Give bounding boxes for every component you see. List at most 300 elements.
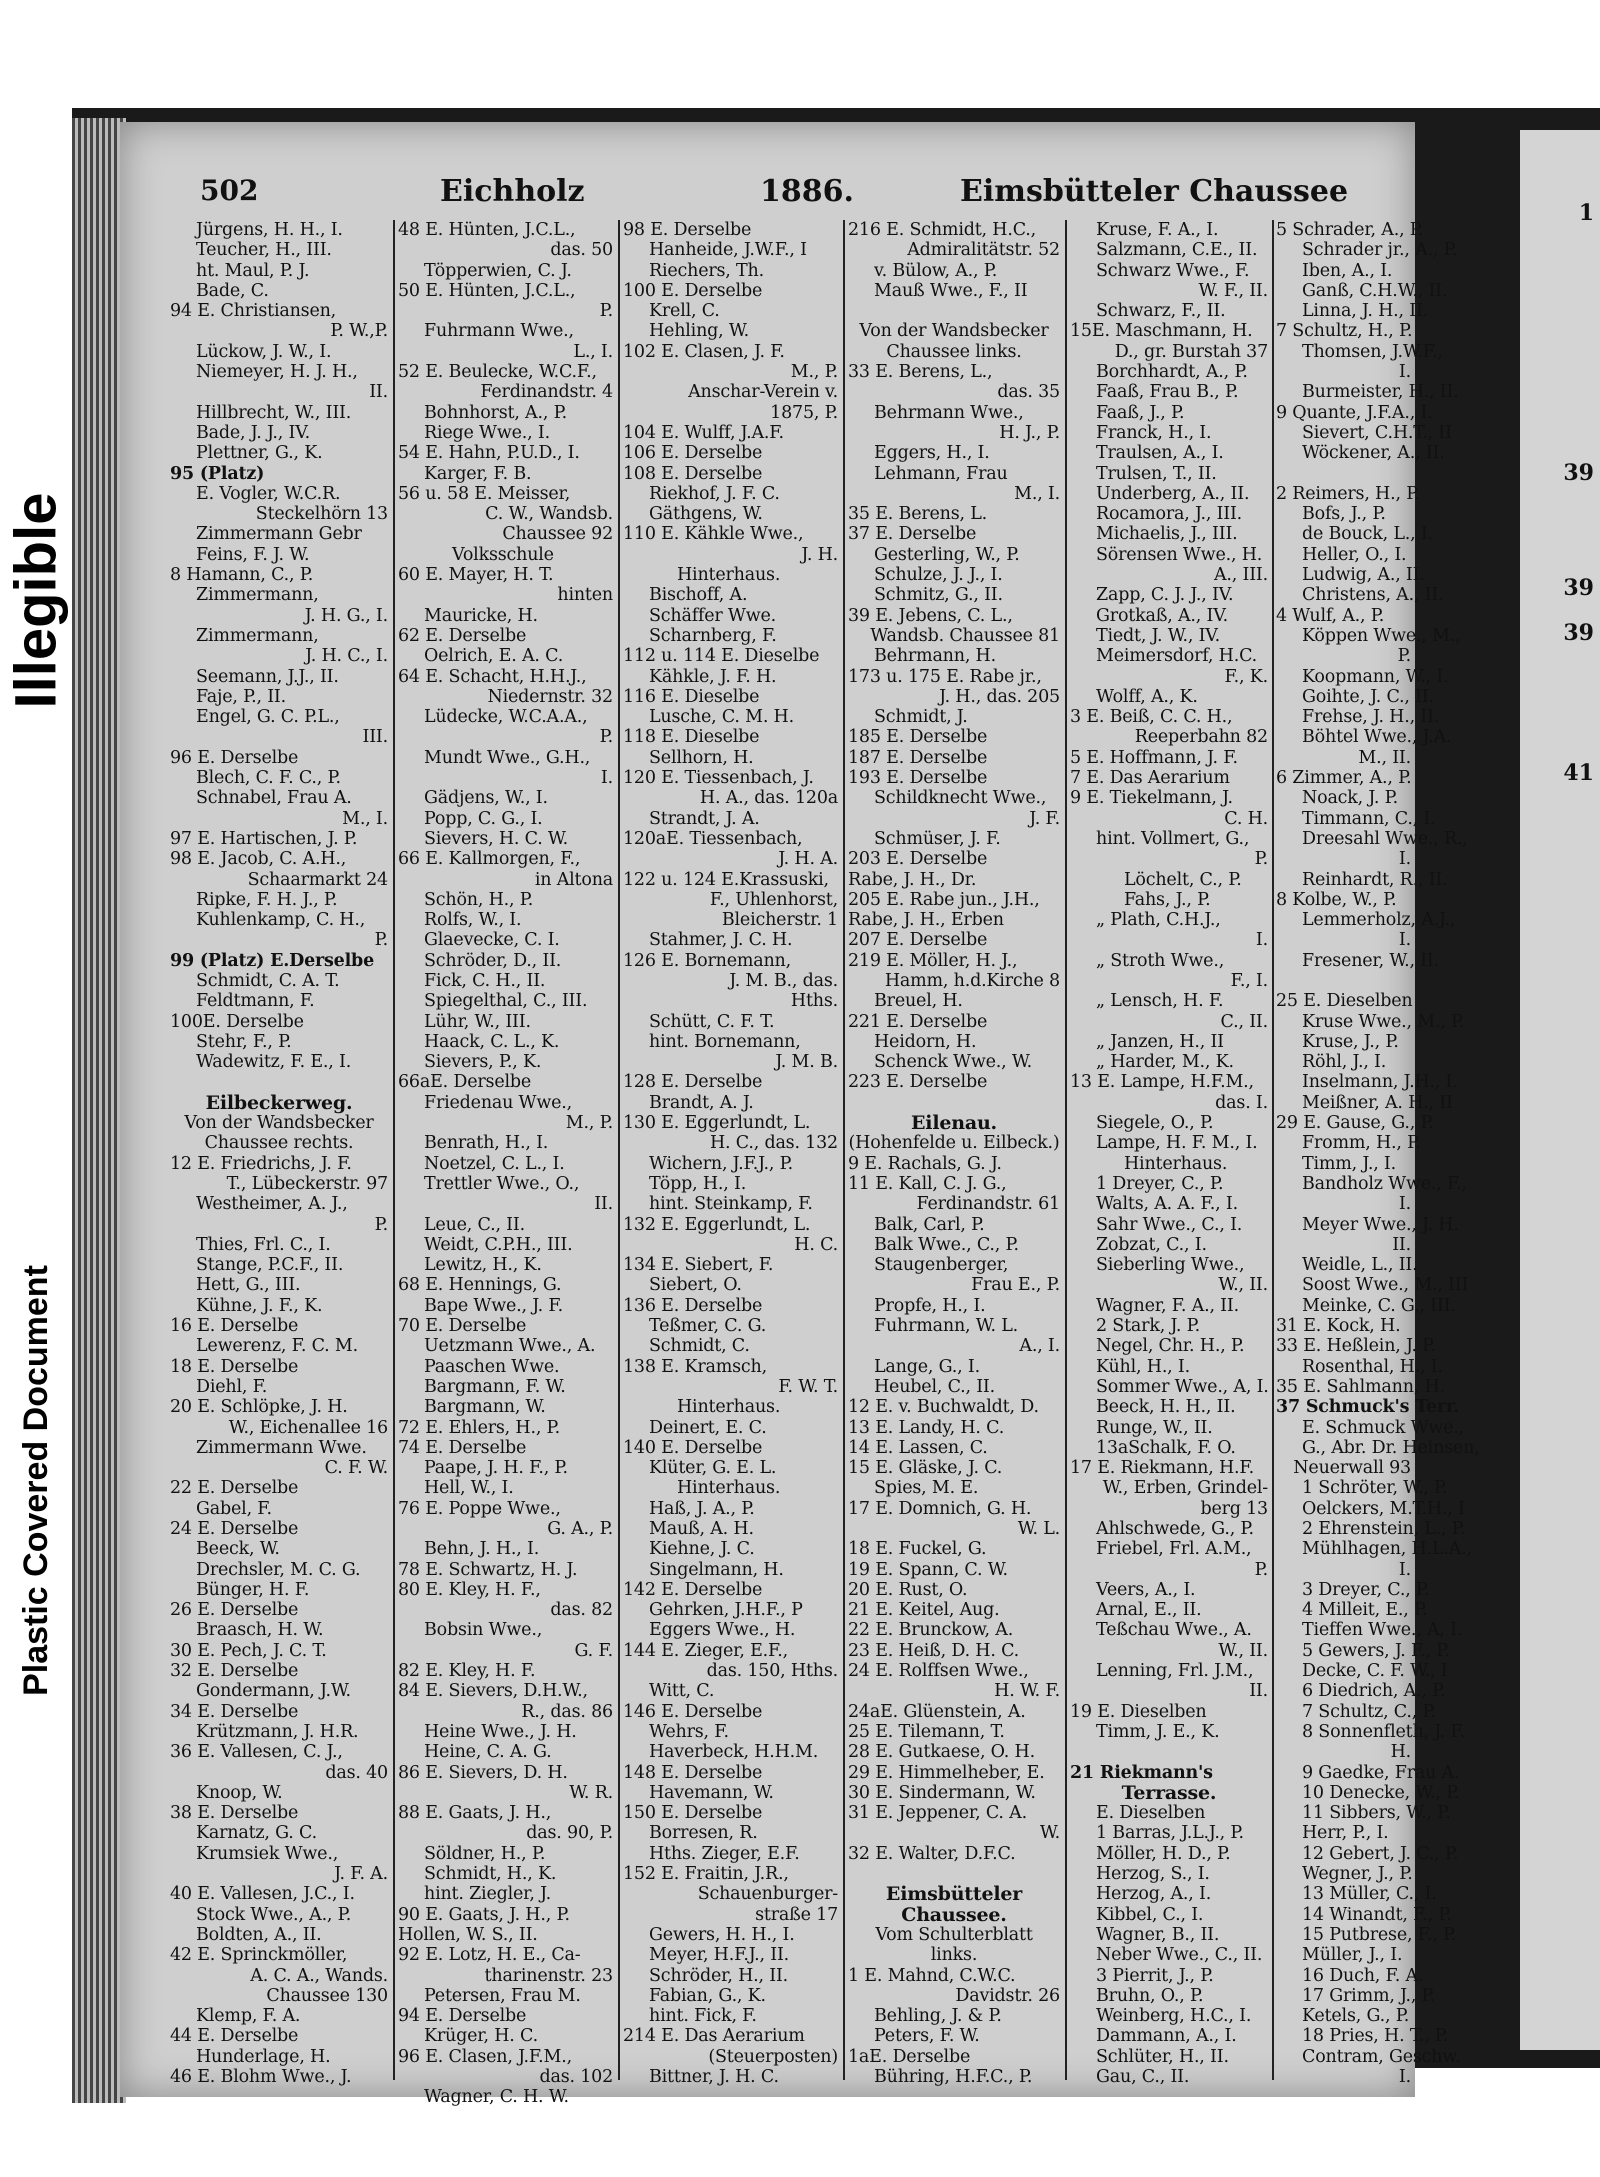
directory-entry-line: W., II. [1218,1275,1268,1296]
street-heading-right: Eimsbütteler Chaussee [960,174,1349,209]
directory-entry-line: J. F. [1029,808,1060,829]
directory-entry-line: Fuhrmann Wwe., [424,321,574,342]
facing-page-number: 1 [1578,200,1594,226]
directory-entry-line: Sievers, H. C. W. [424,828,569,849]
directory-entry-line: Kiehne, J. C. [649,1539,755,1560]
directory-entry-line: Zobzat, C., I. [1096,1234,1207,1255]
directory-entry-line: Krützmann, J. H.R. [196,1721,359,1742]
directory-entry-line: Linna, J. H., II. [1302,301,1429,322]
directory-entry-line: G., Abr. Dr. Heinsen, [1302,1437,1480,1458]
directory-entry-line: 86 E. Sievers, D. H. [398,1762,568,1783]
directory-entry-line: Stehr, F., P. [196,1031,292,1052]
directory-entry-line: J. H. C., I. [305,646,388,667]
directory-entry-line: 80 E. Kley, H. F., [398,1579,541,1600]
directory-entry-line: P. [374,930,388,951]
directory-entry-line: Schön, H., P. [424,889,534,910]
directory-entry-line: 122 u. 124 E.Krassuski, [623,869,829,890]
directory-entry-line: Borresen, R. [649,1823,758,1844]
directory-entry-line: 126 E. Bornemann, [623,950,791,971]
directory-entry-line: P. [599,301,613,322]
directory-entry-line: Traulsen, A., I. [1096,443,1224,464]
directory-entry-line: Gäthgens, W. [649,504,763,525]
directory-entry-line: 22 E. Derselbe [170,1478,299,1499]
directory-entry-line: Zapp, C. J. J., IV. [1096,585,1234,606]
directory-entry-line: W. R. [569,1782,613,1803]
directory-entry-line: „ Stroth Wwe., [1096,950,1225,971]
directory-entry-line: 14 Winandt, F., P. [1302,1904,1452,1925]
directory-entry-line: Kuhlenkamp, C. H., [196,910,366,931]
directory-entry-line: 94 E. Christiansen, [170,301,337,322]
directory-entry-line: Fick, C. H., II. [424,970,546,991]
directory-entry-line: 2 Reimers, H., P. [1276,483,1420,504]
directory-entry-line: H. A., das. 120a [699,788,838,809]
directory-entry-line: Heine, C. A. G. [424,1742,552,1763]
directory-entry-line: Klüter, G. E. L. [649,1458,777,1479]
directory-entry-line: 7 E. Das Aerarium [1070,768,1230,789]
directory-entry-line: 37 E. Derselbe [848,524,977,545]
directory-entry-line: H. C., das. 132 [710,1133,838,1154]
directory-entry-line: 134 E. Siebert, F. [623,1255,774,1276]
directory-entry-line: 8 Sonnenfleth, J. F. [1302,1721,1466,1742]
directory-entry-line: 30 E. Pech, J. C. T. [170,1640,327,1661]
directory-entry-line: 40 E. Vallesen, J.C., I. [170,1884,355,1905]
directory-entry-line: I. [1398,930,1411,951]
directory-entry-line: Balk Wwe., C., P. [874,1234,1019,1255]
directory-entry-line: 3 Dreyer, C., P. [1302,1579,1430,1600]
directory-entry-line: Davidstr. 26 [955,1985,1060,2006]
directory-entry-line: 221 E. Derselbe [848,1011,988,1032]
directory-entry-line: Lemmerholz, A.J., [1302,910,1456,931]
directory-entry-line: Schwarz Wwe., F. [1096,260,1250,281]
directory-entry-line: Heller, O., I. [1302,544,1407,565]
directory-entry-line: Scharnberg, F. [649,625,777,646]
directory-entry-line: Hehling, W. [649,321,749,342]
directory-entry-line: II. [594,1194,613,1215]
directory-entry-line: 35 E. Berens, L. [848,504,988,525]
directory-entry-line: Diehl, F. [196,1376,268,1397]
directory-entry-line: I. [1398,2067,1411,2088]
directory-entry-line: Schenck Wwe., W. [874,1052,1032,1073]
directory-entry-line: „ Plath, C.H.J., [1096,910,1221,931]
year-heading: 1886. [760,174,854,209]
directory-entry-line: 185 E. Derselbe [848,727,988,748]
directory-entry-line: das. 50 [550,240,613,261]
section-heading: Eimsbütteler [885,1883,1023,1906]
directory-entry-line: Borchhardt, A., P. [1096,362,1248,383]
directory-entry-line: Friebel, Frl. A.M., [1096,1539,1252,1560]
directory-entry-line: 120aE. Tiessenbach, [623,828,803,849]
directory-entry-line: Bape Wwe., J. F. [424,1295,563,1316]
directory-entry-line: Meimersdorf, H.C. [1096,646,1258,667]
directory-entry-line: Zimmermann, [196,585,319,606]
directory-page [120,122,1480,2108]
directory-entry-line: Leue, C., II. [424,1214,525,1235]
directory-entry-line: 128 E. Derselbe [623,1072,763,1093]
directory-entry-line: 29 E. Himmelheber, E. [848,1762,1045,1783]
directory-entry-line: Behrmann Wwe., [874,402,1024,423]
directory-entry-line: 33 E. Berens, L., [848,362,993,383]
directory-entry-line: Fromm, H., P. [1302,1133,1421,1154]
directory-entry-line: 68 E. Hennings, G. [398,1275,562,1296]
directory-entry-line: das. 82 [550,1600,613,1621]
facing-page-number: 39 [1563,620,1594,646]
directory-entry-line: Siebert, O. [649,1275,742,1296]
directory-entry-line: Kühne, J. F., K. [196,1295,323,1316]
column-divider [1272,220,1274,2080]
directory-entry-line: D., gr. Burstah 37 [1114,341,1268,362]
directory-entry-line: 60 E. Mayer, H. T. [398,565,554,586]
directory-entry-line: 207 E. Derselbe [848,930,988,951]
directory-entry-line: Eggers Wwe., H. [649,1620,796,1641]
directory-entry-line: Propfe, H., I. [874,1295,986,1316]
page-edge [72,118,126,2103]
directory-entry-line: Blech, C. F. C., P. [196,768,341,789]
directory-entry-line: Lückow, J. W., I. [196,341,332,362]
directory-entry-line: Wöckener, A., II. [1302,443,1445,464]
directory-entry-line: A., I. [1019,1336,1060,1357]
directory-entry-line: III. [362,727,388,748]
directory-entry-line: Oelckers, M.T.H., I [1302,1498,1465,1519]
directory-entry-line: Schaarmarkt 24 [247,869,388,890]
directory-entry-line: II. [1249,1681,1268,1702]
directory-entry-line: P. [374,1214,388,1235]
directory-entry-line: Rosenthal, H., I. [1302,1356,1443,1377]
directory-entry-line: A., III. [1213,565,1268,586]
directory-entry-line: Benrath, H., I. [424,1133,549,1154]
directory-entry-line: Lühr, W., III. [424,1011,531,1032]
directory-entry-line: 12 Gebert, J. C., P. [1302,1843,1459,1864]
directory-entry-line: 6 Zimmer, A., P. [1276,768,1412,789]
directory-entry-line: Chaussee links. [886,341,1022,362]
directory-entry-line: M., II. [1358,747,1411,768]
directory-entry-line: J. F. A. [334,1864,388,1885]
directory-entry-line: Mauß Wwe., F., II [874,280,1028,301]
directory-entry-line: 173 u. 175 E. Rabe jr., [848,666,1042,687]
directory-entry-line: Müller, J., I. [1302,1945,1403,1966]
directory-entry-line: Lenning, Frl. J.M., [1096,1661,1254,1682]
directory-entry-line: Runge, W., II. [1096,1417,1213,1438]
directory-entry-line: Karnatz, G. C. [196,1823,317,1844]
directory-entry-line: Spies, M. E. [874,1478,979,1499]
directory-entry-line: F., I. [1230,970,1268,991]
directory-entry-line: 56 u. 58 E. Meisser, [398,483,571,504]
directory-entry-line: 18 E. Fuckel, G. [848,1539,987,1560]
directory-entry-line: 108 E. Derselbe [623,463,763,484]
directory-entry-line: P. [1254,849,1268,870]
directory-entry-line: C. W., Wandsb. [485,504,613,525]
directory-entry-line: hint. Steinkamp, F. [649,1194,813,1215]
directory-entry-line: 1 Schröter, W., P. [1302,1478,1448,1499]
directory-entry-line: hint. Bornemann, [649,1031,801,1052]
directory-entry-line: Fuhrmann, W. L. [874,1316,1018,1337]
directory-entry-line: 92 E. Lotz, H. E., Ca- [398,1945,581,1966]
directory-column [1070,220,1269,2088]
directory-entry-line: 144 E. Zieger, E.F., [623,1640,788,1661]
directory-entry-line: H. W. F. [994,1681,1060,1702]
directory-entry-line: Underberg, A., II. [1096,483,1250,504]
directory-entry-line: 48 E. Hünten, J.C.L., [398,220,576,240]
directory-entry-line: 21 E. Keitel, Aug. [848,1600,1000,1621]
directory-entry-line: Decke, C. F. W., I [1302,1661,1448,1682]
directory-entry-line: Niedernstr. 32 [487,686,613,707]
directory-entry-line: 62 E. Derselbe [398,625,527,646]
directory-entry-line: Böhtel Wwe., J.A. [1302,727,1452,748]
directory-entry-line: Schlüter, H., II. [1096,2046,1229,2067]
directory-entry-line: 1 Barras, J.L.J., P. [1096,1823,1244,1844]
directory-entry-line: hint. Ziegler, J. [424,1884,551,1905]
directory-entry-line: Frau E., P. [971,1275,1060,1296]
directory-entry-line: 5 Gewers, J. F., P. [1302,1640,1450,1661]
directory-entry-line: Bade, J. J., IV. [196,422,310,443]
directory-entry-line: 16 Duch, F. A. [1302,1965,1424,1986]
directory-entry-line: Steckelhörn 13 [255,504,388,525]
directory-entry-line: 13 E. Landy, H. C. [848,1417,1005,1438]
directory-entry-line: Meinke, C. G., III. [1302,1295,1456,1316]
directory-entry-line: 146 E. Derselbe [623,1701,763,1722]
directory-entry-line: Veers, A., I. [1096,1579,1196,1600]
side-strip [0,0,72,2177]
directory-entry-line: Schnabel, Frau A. [196,788,352,809]
directory-entry-line: Noack, J. P. [1302,788,1398,809]
directory-entry-line: 4 Milleit, E., P. [1302,1600,1428,1621]
directory-entry-line: 203 E. Derselbe [848,849,988,870]
directory-entry-line: Knoop, W. [196,1782,283,1803]
directory-entry-line: 66 E. Kallmorgen, F., [398,849,581,870]
directory-entry-line: 29 E. Gause, G., P. [1276,1113,1434,1134]
directory-entry-line: Schrader jr., A., P. [1302,240,1458,261]
directory-entry-line: Gabel, F. [196,1498,272,1519]
directory-entry-line: 15E. Maschmann, H. [1070,321,1253,342]
directory-entry-line: Bittner, J. H. C. [649,2067,779,2088]
directory-entry-line: Töpperwien, C. J. [424,260,572,281]
directory-entry-line: 7 Schultz, C., P. [1302,1701,1436,1722]
directory-entry-line: Rabe, J. H., Erben [848,910,1004,931]
directory-entry-line: 19 E. Spann, C. W. [848,1559,1008,1580]
directory-entry-line: Krüger, H. C. [424,2026,538,2047]
directory-entry-line: Sievert, C.H.T., II [1302,422,1452,443]
directory-entry-line: Rolfs, W., I. [424,910,522,931]
directory-entry-line: I. [1398,1559,1411,1580]
directory-entry-line: 11 Sibbers, W., P. [1302,1803,1451,1824]
directory-entry-line: Burmeister, H., II. [1302,382,1459,403]
directory-entry-line: 10 Denecke, W., P. [1302,1782,1460,1803]
directory-entry-line: Anschar-Verein v. [688,382,838,403]
directory-entry-line: Sommer Wwe., A, I. [1096,1376,1269,1397]
directory-entry-line: 187 E. Derselbe [848,747,988,768]
directory-entry-line: berg 13 [1200,1498,1268,1519]
directory-entry-line: H. [1390,1742,1411,1763]
directory-entry-line: Sievers, P., K. [424,1052,542,1073]
directory-entry-line: Kühl, H., I. [1096,1356,1190,1377]
directory-entry-line: Wandsb. Chaussee 81 [870,625,1060,646]
directory-entry-line: Bobsin Wwe., [424,1620,543,1641]
directory-entry-line: Bleicherstr. 1 [721,910,838,931]
directory-entry-line: II. [1392,1234,1411,1255]
directory-entry-line: Fahs, J., P. [1124,889,1211,910]
directory-entry-line: E. Vogler, W.C.R. [196,483,341,504]
directory-entry-line: W. F., II. [1198,280,1268,301]
directory-entry-line: 150 E. Derselbe [623,1803,763,1824]
directory-entry-line: 20 E. Schlöpke, J. H. [170,1397,348,1418]
directory-entry-line: Timm, J. E., K. [1096,1721,1220,1742]
directory-entry-line: M., P. [790,362,838,383]
directory-entry-line: 30 E. Sindermann, W. [848,1782,1036,1803]
directory-entry-line: Bohnhorst, A., P. [424,402,567,423]
directory-entry-line: Stock Wwe., A., P. [196,1904,352,1925]
directory-entry-line: Hinterhaus. [677,1397,781,1418]
directory-entry-line: Haß, J. A., P. [649,1498,755,1519]
directory-entry-line: 12 E. v. Buchwaldt, D. [848,1397,1039,1418]
directory-entry-line: Bofs, J., P. [1302,504,1386,525]
directory-entry-line: Oelrich, E. A. C. [424,646,564,667]
directory-entry-line: Bruhn, O., P. [1096,1985,1204,2006]
directory-entry-line: Schäffer Wwe. [649,605,777,626]
directory-entry-line: Koopmann, W., I. [1302,666,1449,687]
page-number: 502 [200,174,259,207]
directory-entry-line: Stahmer, J. C. H. [649,930,793,951]
directory-entry-line: 37 Schmuck's Terr. [1276,1397,1460,1418]
directory-entry-line: 66aE. Derselbe [398,1072,532,1093]
directory-entry-line: Timmann, C., I. [1302,808,1436,829]
directory-entry-line: M., I. [1014,483,1060,504]
directory-entry-line: H. C. [794,1234,838,1255]
directory-entry-line: Ferdinandstr. 61 [916,1194,1060,1215]
directory-entry-line: Krell, C. [649,301,720,322]
directory-entry-line: C., II. [1220,1011,1268,1032]
directory-entry-line: Thomsen, J.W.F., [1302,341,1443,362]
directory-entry-line: 39 E. Jebens, C. L., [848,605,1013,626]
directory-entry-line: 18 Pries, H. T., P. [1302,2026,1449,2047]
directory-entry-line: Beeck, W. [196,1539,280,1560]
directory-entry-line: Hinterhaus. [1124,1153,1228,1174]
directory-entry-line: Teßchau Wwe., A. [1096,1620,1252,1641]
directory-entry-line: G. A., P. [547,1519,613,1539]
directory-entry-line: 97 E. Hartischen, J. P. [170,828,358,849]
directory-entry-line: Teßmer, C. G. [649,1316,767,1337]
directory-entry-line: E. Schmuck Wwe., [1302,1417,1465,1438]
directory-entry-line: Lewerenz, F. C. M. [196,1336,358,1357]
directory-entry-line: Röhl, J., I. [1302,1052,1387,1073]
directory-column [623,220,838,2088]
directory-entry-line: Weinberg, H.C., I. [1096,2006,1252,2027]
directory-entry-line: Feldtmann, F. [196,991,315,1012]
directory-entry-line: Seemann, J.J., II. [196,666,339,687]
directory-entry-line: 9 Gaedke, Frau A. [1302,1762,1460,1783]
directory-entry-line: Inselmann, J.H., I. [1302,1072,1458,1093]
column-divider [1065,220,1067,2080]
directory-entry-line: Plettner, G., K. [196,443,323,464]
directory-entry-line: Von der Wandsbecker [859,321,1049,342]
directory-entry-line: Gesterling, W., P. [874,544,1020,565]
directory-entry-line: M., P. [565,1113,613,1134]
directory-entry-line: hinten [557,585,613,606]
directory-column [398,220,613,2108]
directory-entry-line: Schildknecht Wwe., [874,788,1047,809]
directory-entry-line: 94 E. Derselbe [398,2006,527,2027]
directory-entry-line: Walts, A. A. F., I. [1096,1194,1238,1215]
directory-entry-line: Hell, W., I. [424,1478,514,1499]
directory-entry-line: 16 E. Derselbe [170,1316,299,1337]
directory-entry-line: 223 E. Derselbe [848,1072,988,1093]
directory-entry-line: Singelmann, H. [649,1559,784,1580]
directory-entry-line: das. 40 [325,1762,388,1783]
directory-entry-line: 44 E. Derselbe [170,2026,299,2047]
directory-entry-line: 100 E. Derselbe [623,280,763,301]
directory-entry-line: P. [1397,646,1411,667]
directory-entry-line: 1 Dreyer, C., P. [1096,1173,1224,1194]
directory-entry-line: Haverbeck, H.H.M. [649,1742,819,1763]
plastic-covered-label-text: Plastic Covered Document [16,1264,55,1696]
directory-entry-line: Beeck, H. H., II. [1096,1397,1236,1418]
directory-entry-line: 193 E. Derselbe [848,768,988,789]
directory-entry-line: 96 E. Clasen, J.F.M., [398,2046,572,2067]
directory-entry-line [848,301,1060,321]
directory-entry-line: Zimmermann Wwe. [196,1437,367,1458]
directory-entry-line: Bargmann, W. [424,1397,546,1418]
directory-entry-line: Hinterhaus. [677,1478,781,1499]
directory-entry-line: Wagner, F. A., II. [1096,1295,1239,1316]
directory-entry-line: E. Dieselben [1096,1803,1206,1824]
directory-entry-line: 104 E. Wulff, J.A.F. [623,422,784,443]
directory-entry-line: W., Eichenallee 16 [228,1417,388,1438]
directory-entry-line: Rabe, J. H., Dr. [848,869,977,890]
directory-entry-line: 24 E. Rolffsen Wwe., [848,1661,1029,1682]
directory-entry-line: A. C. A., Wands. [250,1965,388,1986]
directory-entry-line: Kruse Wwe., M., P. [1302,1011,1465,1032]
directory-entry-line: Schmidt, J. [874,707,968,728]
directory-entry-line: 38 E. Derselbe [170,1803,299,1824]
directory-entry-line: Neber Wwe., C., II. [1096,1945,1263,1966]
directory-entry-line: Herzog, S., I. [1096,1864,1210,1885]
directory-entry-line: Reeperbahn 82 [1134,727,1268,748]
directory-entry-line: Paape, J. H. F., P. [424,1458,568,1479]
directory-entry-line: F. W. T. [778,1376,838,1397]
directory-entry-line: 15 E. Gläske, J. C. [848,1458,1003,1479]
directory-entry-line: 100E. Derselbe [170,1011,304,1032]
directory-entry-line: J. H., das. 205 [939,686,1060,707]
section-heading: Chaussee. [901,1903,1007,1926]
directory-entry-line: Mauß, A. H. [649,1519,754,1539]
directory-entry-line: 1875, P. [770,402,838,423]
directory-entry-line: Trulsen, T., II. [1096,463,1217,484]
directory-entry-line: Mundt Wwe., G.H., [424,747,591,768]
directory-entry-line: G. F. [574,1640,613,1661]
directory-entry-line: Kähkle, J. F. H. [649,666,777,687]
directory-entry-line: Klemp, F. A. [196,2006,301,2027]
directory-entry-line: Bargmann, F. W. [424,1376,566,1397]
directory-entry-line: Michaelis, J., III. [1096,524,1238,545]
directory-entry-line: Uetzmann Wwe., A. [424,1336,596,1357]
directory-entry-line: Witt, C. [649,1681,715,1702]
directory-entry-line: das. I. [1215,1092,1268,1113]
directory-entry-line: Bühring, H.F.C., P. [874,2067,1033,2088]
directory-entry-line: 96 E. Derselbe [170,747,299,768]
directory-entry-line: Bischoff, A. [649,585,748,606]
directory-entry-line: das. 90, P. [526,1823,613,1844]
directory-entry-line: Noetzel, C. L., I. [424,1153,565,1174]
directory-entry-line: Faje, P., II. [196,686,287,707]
directory-entry-line: Haack, C. L., K. [424,1031,560,1052]
directory-entry-line: 34 E. Derselbe [170,1701,299,1722]
directory-entry-line: 84 E. Sievers, D.H.W., [398,1681,588,1702]
directory-entry-line: 13 Müller, C., I. [1302,1884,1437,1905]
directory-entry-line: Schröder, D., II. [424,950,562,971]
directory-entry-line: 8 Kolbe, W., P. [1276,889,1397,910]
directory-entry-line: Behling, J. & P. [874,2006,1002,2027]
directory-entry-line: Hamm, h.d.Kirche 8 [884,970,1060,991]
directory-entry-line: Behrmann, H. [874,646,996,667]
directory-entry-line: F., Uhlenhorst, [709,889,838,910]
